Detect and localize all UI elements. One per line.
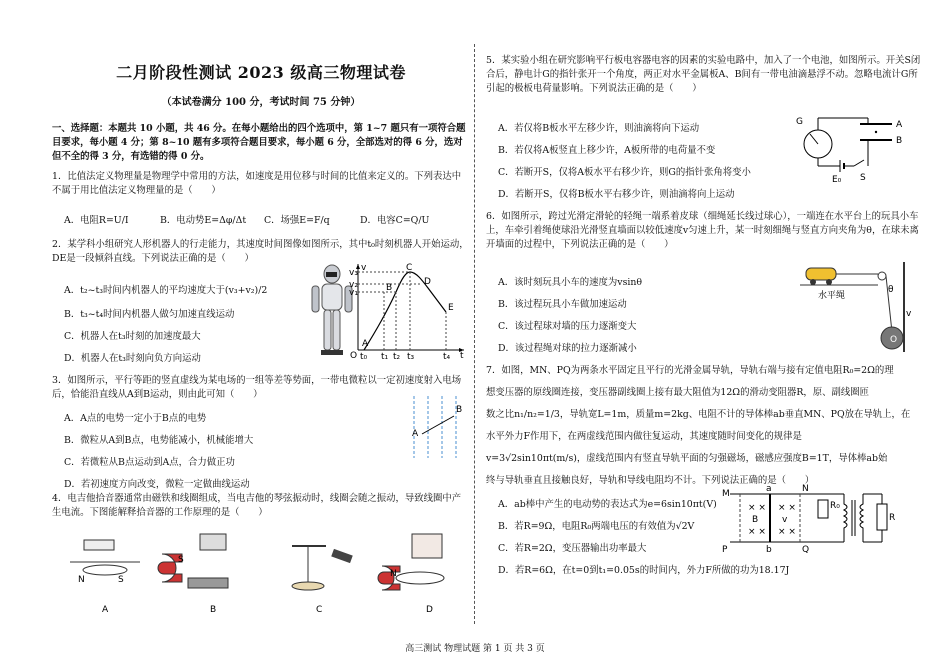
question-stem-7-line-6: 终与导轨垂直且接触良好，导轨和导线电阻均不计。下列说法正确的是（ ） bbox=[486, 475, 815, 486]
fig4-d bbox=[378, 534, 444, 615]
q2-option-b: B．t₃~t₄时间内机器人做匀加速直线运动 bbox=[64, 309, 235, 320]
fig7-v: v bbox=[782, 515, 788, 525]
fig7-n: N bbox=[802, 484, 809, 494]
fig3-label-a: A bbox=[412, 429, 419, 439]
tick-t3: t₃ bbox=[407, 352, 415, 362]
question-stem-7-line-3: 数之比n₁/n₂=1/3，导轨宽L=1m，质量m=2kg、电阻不计的导体棒ab垂直MN、PQ放在导轨上，在 bbox=[486, 409, 911, 420]
q5-option-c: C．若断开S，仅将A板水平右移少许，则G的指针张角将变小 bbox=[498, 167, 751, 178]
page-footer: 高三测试 物理试题 第 1 页 共 3 页 bbox=[405, 644, 545, 654]
q6-option-c: C．该过程球对墙的压力逐渐变大 bbox=[498, 321, 637, 332]
exam-title: 二月阶段性测试 2023 级高三物理试卷 bbox=[116, 63, 406, 82]
question-stem-1: 1．比值法定义物理量是物理学中常用的方法，如速度是用位移与时间的比值来定义的。下列表达中不属于用比值法定义物理量的是（ ） bbox=[52, 171, 462, 197]
circuit-label-b: B bbox=[896, 136, 903, 146]
section-intro: 一、选择题：本题共 10 小题，共 46 分。在每小题给出的四个选项中，第 1~7 题只有一项符合题目要求，每小题 4 分；第 8~10 题有多项符合题目要求，每小题 6 分，全部选对的得 6 分，选对但不全的得 3 分，有选错的得 0 分。 bbox=[52, 123, 466, 163]
q3-option-b: B．微粒从A到B点，电势能减小，机械能增大 bbox=[64, 435, 254, 446]
svg-text:× ×: × × bbox=[778, 503, 796, 513]
fig4-label-a: A bbox=[102, 605, 109, 615]
fig4-b bbox=[158, 534, 228, 615]
fig6-horizontal-rope: 水平绳 bbox=[818, 291, 846, 301]
fig4-label-d: D bbox=[426, 605, 433, 615]
fig4a-n: N bbox=[78, 575, 85, 585]
fig7-m: M bbox=[722, 489, 730, 499]
question-stem-4: 4．电吉他拾音器通常由磁铁和线圈组成，当电吉他的琴弦振动时，线圈会随之振动，导致线圈中产生电流。下图能解释拾音器的工作原理的是（ ） bbox=[52, 493, 462, 519]
tick-t1: t₁ bbox=[381, 352, 389, 362]
q3-option-d: D．若初速度方向改变，微粒一定做曲线运动 bbox=[64, 479, 250, 490]
fig7-b: b bbox=[766, 545, 772, 555]
q7-option-c: C．若R=2Ω，变压器输出功率最大 bbox=[498, 543, 647, 554]
circuit-label-a: A bbox=[896, 120, 903, 130]
fig7-p: P bbox=[722, 545, 728, 555]
q5-option-a: A．若仅将B板水平左移少许，则油滴将向下运动 bbox=[498, 123, 700, 134]
q2-option-d: D．机器人在t₃时刻向负方向运动 bbox=[64, 353, 201, 364]
tick-t4: t₄ bbox=[443, 352, 451, 362]
fig4-a bbox=[70, 540, 140, 615]
fig7-r0: R₀ bbox=[830, 501, 840, 511]
fig6-v: v bbox=[906, 309, 912, 319]
q2-option-c: C．机器人在t₃时刻的加速度最大 bbox=[64, 331, 201, 342]
question-stem-7-line-2: 想变压器的原线圈连接，变压器副线圈上接有最大阻值为12Ω的滑动变阻器R，原、副线圈匝 bbox=[486, 387, 870, 398]
pickup-figures bbox=[70, 532, 450, 624]
column-divider bbox=[474, 44, 475, 624]
q5-option-b: B．若仅将A板竖直上移少许，A板所带的电荷量不变 bbox=[498, 145, 716, 156]
q1-option-d: D．电容C=Q/U bbox=[360, 215, 430, 226]
point-b: B bbox=[386, 283, 393, 293]
question-stem-7-line-5: v=3√2sin10πt(m/s)，虚线范围内有竖直导轨平面的匀强磁场，磁感应强度B=1T，导体棒ab始 bbox=[486, 453, 888, 464]
point-a: A bbox=[362, 339, 369, 349]
tick-t0: t₀ bbox=[360, 352, 368, 362]
graph-origin: O bbox=[350, 351, 358, 361]
question-stem-3: 3．如图所示，平行等距的竖直虚线为某电场的一组等差等势面，一带电微粒以一定初速度射入电场后，恰能沿直线从A到B运动，则由此可知（ ） bbox=[52, 375, 462, 401]
fig6-theta: θ bbox=[888, 285, 894, 295]
q1-option-a: A．电阻R=U/I bbox=[64, 215, 129, 226]
graph-axis-t: t bbox=[460, 351, 464, 361]
q6-option-b: B．该过程玩具小车做加速运动 bbox=[498, 299, 627, 310]
circuit-label-s: S bbox=[860, 173, 866, 183]
circuit-label-e: E₀ bbox=[832, 175, 842, 185]
fig4b-s: S bbox=[178, 555, 184, 565]
q7-option-d: D．若R=6Ω，在t=0到t₁=0.05s的时间内，外力F所做的功为18.17J bbox=[498, 565, 790, 576]
equipotential-figure bbox=[408, 396, 468, 458]
rail-transformer-figure bbox=[722, 486, 900, 556]
tick-v2: v₂ bbox=[349, 280, 358, 290]
graph-axis-v: v bbox=[361, 263, 367, 273]
fig6-o: O bbox=[890, 335, 898, 345]
svg-text:× ×: × × bbox=[748, 503, 766, 513]
fig3-label-b: B bbox=[456, 405, 463, 415]
tick-t2: t₂ bbox=[393, 352, 401, 362]
q1-option-c: C．场强E=F/q bbox=[264, 215, 330, 226]
circuit-label-g: G bbox=[796, 117, 803, 127]
fig7-r: R bbox=[889, 513, 896, 523]
fig4d-n: N bbox=[390, 569, 397, 579]
fig4-label-b: B bbox=[210, 605, 217, 615]
fig7-b-field: B bbox=[752, 515, 759, 525]
question-stem-2: 2．某学科小组研究人形机器人的行走能力，其速度时间图像如图所示，其中t₀时刻机器人开始运动，DE是一段倾斜直线。下列说法正确的是（ ） bbox=[52, 239, 469, 265]
question-stem-7-line-4: 水平外力F作用下，在两虚线范围内做往复运动，其速度随时间变化的规律是 bbox=[486, 431, 802, 442]
fig4a-s: S bbox=[118, 575, 124, 585]
q2-option-a: A．t₂~t₃时间内机器人的平均速度大于(v₃+v₂)/2 bbox=[64, 285, 268, 296]
capacitor-circuit bbox=[796, 112, 908, 185]
point-d: D bbox=[424, 277, 431, 287]
q5-option-d: D．若断开S，仅将B板水平右移少许，则油滴将向上运动 bbox=[498, 189, 735, 200]
fig4-c bbox=[292, 546, 353, 615]
exam-subtitle: （本试卷满分 100 分，考试时间 75 分钟） bbox=[161, 97, 361, 108]
point-c: C bbox=[406, 263, 413, 273]
pulley-figure bbox=[800, 262, 912, 358]
q3-option-c: C．若微粒从B点运动到A点，合力做正功 bbox=[64, 457, 235, 468]
question-stem-7-line-1: 7．如图，MN、PQ为两条水平固定且平行的光滑金属导轨，导轨右端与接有定值电阻R₀=2Ω的理 bbox=[486, 365, 894, 376]
q7-option-a: A．ab棒中产生的电动势的表达式为e=6sin10πt(V) bbox=[498, 499, 717, 510]
question-stem-6: 6．如图所示，跨过光滑定滑轮的轻绳一端系着皮球（细绳延长线过球心），一端连在水平台上的玩具小车上，车牵引着绳使球沿光滑竖直墙面以较低速度v匀速上升，某一时刻细绳与竖直方向夹角为θ，在球未离开墙面的过程中，下列说法正确的是（ ） bbox=[486, 211, 919, 251]
q6-option-d: D．该过程绳对球的拉力逐渐减小 bbox=[498, 343, 637, 354]
fig7-a: a bbox=[766, 484, 772, 494]
q7-option-b: B．若R=9Ω，电阻R₀两端电压的有效值为√2V bbox=[498, 521, 695, 532]
q6-option-a: A．该时刻玩具小车的速度为vsinθ bbox=[498, 277, 643, 288]
q3-option-a: A．A点的电势一定小于B点的电势 bbox=[64, 413, 207, 424]
point-e: E bbox=[448, 303, 454, 313]
svg-text:× ×: × × bbox=[748, 527, 766, 537]
svg-text:× ×: × × bbox=[778, 527, 796, 537]
vt-graph bbox=[349, 262, 468, 362]
fig4-label-c: C bbox=[316, 605, 323, 615]
tick-v1: v₁ bbox=[349, 288, 358, 298]
question-stem-5: 5．某实验小组在研究影响平行板电容器电容的因素的实验电路中，加入了一个电池，如图所示。开关S闭合后，静电计G的指针张开一个角度，两正对水平金属板A、B间有一带电油滴悬浮不动。忽略电流计G所引起的极板电荷量影响。下列说法正确的是（ ） bbox=[486, 55, 921, 95]
q1-option-b: B．电动势E=Δφ/Δt bbox=[160, 215, 247, 226]
tick-v3: v₃ bbox=[349, 268, 358, 278]
fig7-q: Q bbox=[802, 545, 810, 555]
